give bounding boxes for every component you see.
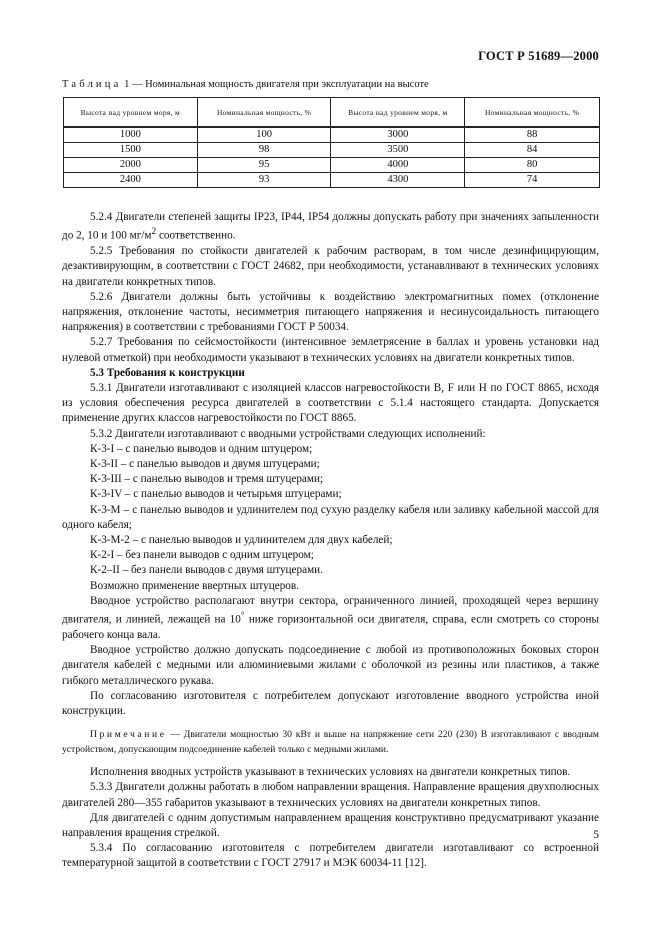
section-heading-5-3: 5.3 Требования к конструкции: [90, 366, 245, 379]
list-item: К-3-IV – с панелью выводов и четырьмя штуцерами;: [90, 488, 342, 501]
paragraph-vvodnoe-1: [62, 594, 599, 643]
paragraph-5-2-6: 5.2.6 Двигатели должны быть устойчивы к воздействию электромагнитных помех (отклонение напряжения, отклонение частоты, несимметрия питающего напряжения и несинусоидальность питающего напряжения) в соответствии с требованиями ГОСТ Р 50034.: [62, 290, 599, 334]
table-cell: 4000: [331, 158, 465, 173]
table-cell: 4300: [331, 173, 465, 188]
table-cell: 2400: [64, 173, 198, 188]
note: [62, 727, 599, 757]
paragraph-5-2-5: 5.2.5 Требования по стойкости двигателей к рабочим растворам, в том числе дезинфицирующим, дезактивирующим, в соответствии с ГОСТ 24682, при необходимости, устанавливают в технических условиях на двигатели конкретных типов.: [62, 245, 599, 288]
table-caption-text: 1 — Номинальная мощность двигателя при эксплуатации на высоте: [121, 79, 429, 90]
paragraph-5-3-2: 5.3.2 Двигатели изготавливают с вводными устройствами следующих исполнений:: [90, 427, 486, 440]
note-text: — Двигатели мощностью 30 кВт и выше на напряжение сети 220 (230) В изготавливают с вводным устройством, допускающим подсоединение кабелей только с медными жилами.: [62, 729, 599, 756]
paragraph-rotation-arrow: Для двигателей с одним допустимым направлением вращения конструктивно предусматривают указание направления вращения стрелкой.: [62, 811, 599, 839]
table-cell: 84: [465, 143, 600, 158]
table-row: [64, 158, 600, 173]
body-text: [62, 210, 599, 872]
table-cell: 98: [197, 143, 331, 158]
altitude-power-table: [63, 97, 600, 188]
list-item: К-2–II – без панели выводов с двумя штуцерами.: [90, 564, 323, 577]
table-caption: [62, 79, 622, 90]
paragraph-5-2-4: [62, 210, 599, 244]
paragraph-soglasovanie: По согласованию изготовителя с потребителем допускают изготовление вводного устройства иной конструкции.: [62, 689, 599, 717]
table-header-cell: Высота над уровнем моря, м: [64, 98, 198, 128]
table-cell: 74: [465, 173, 600, 188]
table-cell: 93: [197, 173, 331, 188]
table-caption-word: Таблица: [62, 79, 122, 90]
list-item: К-3-I – с панелью выводов и одним штуцером;: [90, 442, 313, 455]
table-cell: 95: [197, 158, 331, 173]
list-item: К-3-II – с панелью выводов и двумя штуцерами;: [90, 457, 320, 470]
note-label: Примечание: [90, 729, 167, 741]
list-item: К-3-М – с панелью выводов и удлинителем под сухую разделку кабеля или заливку кабельной массой для одного кабеля;: [62, 503, 599, 531]
paragraph-vvodnoe-2: Вводное устройство должно допускать подсоединение с любой из противоположных боковых сторон двигателя кабелей с медными или алюминиевыми жилами с оболочкой из резины или пластиков, а также гибкого металлического рукава.: [62, 644, 599, 687]
table-cell: 88: [465, 127, 600, 143]
table-cell: 3500: [331, 143, 465, 158]
paragraph-text: 5.2.4 Двигатели степеней защиты IP23, IP44, IP54 должны допускать работу при значениях запыленности до 2, 10 и 100 мг/м: [62, 211, 599, 242]
table-cell: 80: [465, 158, 600, 173]
table-row: [64, 143, 600, 158]
paragraph-text: Вводное устройство располагают внутри сектора, ограниченного линией, проходящей через вершину двигателя, и линией, лежащей на 10: [62, 594, 599, 626]
paragraph-5-2-7: 5.2.7 Требования по сейсмостойкости (интенсивное землетрясение в баллах и уровень установки над нулевой отметкой) при необходимости указывают в технических условиях на двигатели конкретных типов.: [62, 336, 599, 364]
list-item: К-2-I – без панели выводов с одним штуцером;: [90, 549, 314, 562]
table-header-cell: Высота над уровнем моря, м: [331, 98, 465, 128]
table-cell: 1000: [64, 127, 198, 143]
paragraph-5-3-1: 5.3.1 Двигатели изготавливают с изоляцией классов нагревостойкости B, F или H по ГОСТ 8865, исходя из условия обеспечения ресурса двигателей в соответствии с 5.1.4 настоящего стандарта. Допускается применение других классов нагревостойкости по ГОСТ 8865.: [62, 381, 599, 425]
superscript: °: [240, 611, 245, 622]
table-header-cell: Номинальная мощность, %: [197, 98, 331, 128]
page-number: 5: [593, 829, 599, 841]
table-cell: 100: [197, 127, 331, 143]
table-cell: 2000: [64, 158, 198, 173]
spacer: [62, 757, 599, 765]
paragraph-ispolneniya: Исполнения вводных устройств указывают в технических условиях на двигатели конкретных типов.: [90, 766, 571, 779]
paragraph-vvertnye: Возможно применение ввертных штуцеров.: [90, 579, 299, 592]
spacer: [62, 719, 599, 727]
paragraph-5-3-3: 5.3.3 Двигатели должны работать в любом направлении вращения. Направление вращения двухполюсных двигателей 280—355 габаритов указывают в технических условиях на двигатели конкретных типов.: [62, 781, 599, 809]
table-cell: 1500: [64, 143, 198, 158]
list-item: К-3-III – с панелью выводов и тремя штуцерами;: [90, 473, 324, 486]
table-cell: 3000: [331, 127, 465, 143]
table-row: [64, 127, 600, 143]
paragraph-text: соответственно.: [156, 229, 236, 242]
table-row: [64, 173, 600, 188]
superscript: 2: [151, 227, 157, 238]
list-item: К-3-М-2 – с панелью выводов и удлинителем для двух кабелей;: [90, 534, 393, 546]
standard-header: ГОСТ Р 51689—2000: [478, 49, 599, 63]
paragraph-text: ниже горизонтальной оси двигателя, справа, если смотреть со стороны рабочего конца вала.: [62, 613, 599, 641]
paragraph-5-3-4: 5.3.4 По согласованию изготовителя с потребителем двигатели изготавливают со встроенной температурной защитой в соответствии с ГОСТ 27917 и МЭК 60034-11 [12].: [62, 842, 599, 870]
table-header-row: [64, 98, 600, 128]
table-header-cell: Номинальная мощность, %: [465, 98, 600, 128]
